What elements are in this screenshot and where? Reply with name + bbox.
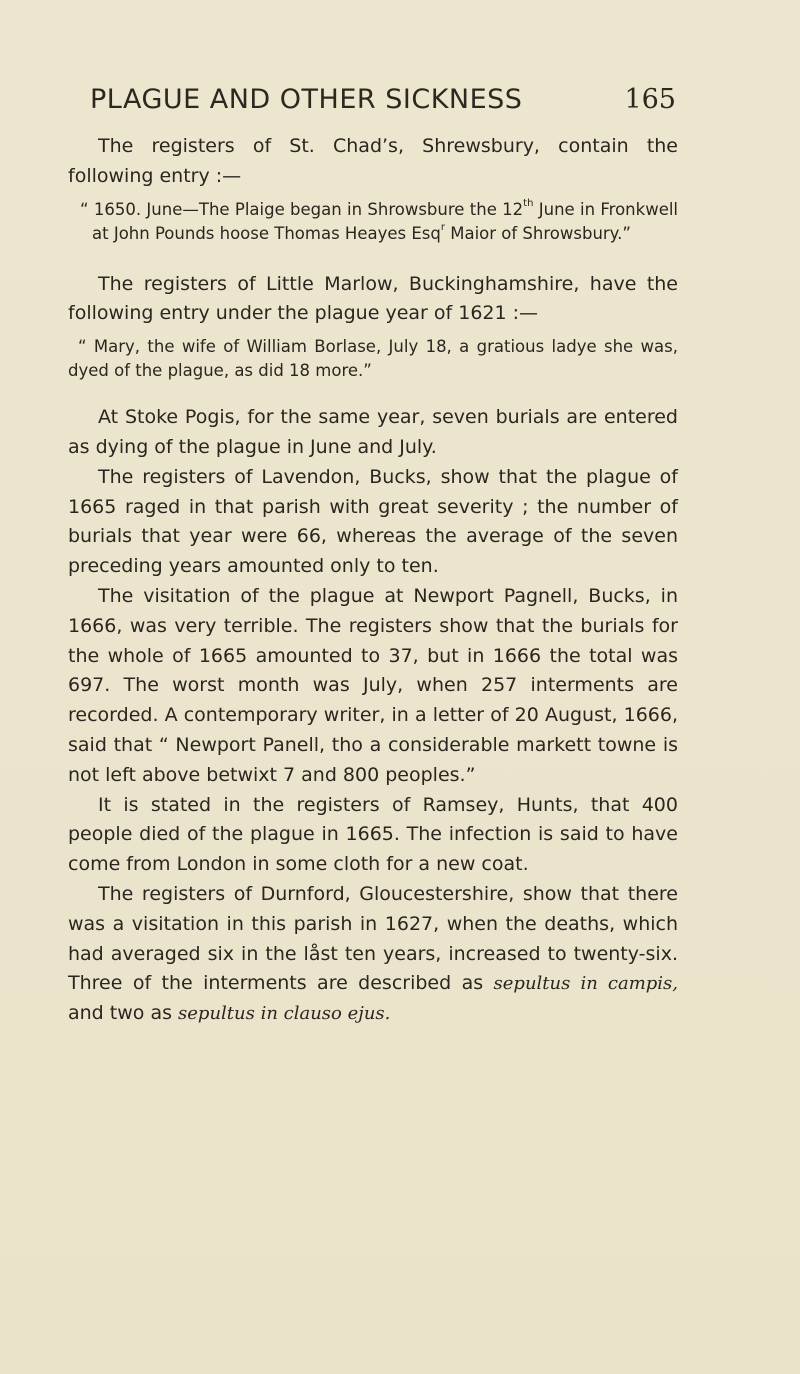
superscript-r: r bbox=[440, 222, 445, 234]
durnford-text-b: and two as bbox=[68, 1002, 179, 1025]
superscript-th: th bbox=[523, 198, 534, 210]
quote-borlase-entry: “ Mary, the wife of William Borlase, July 18, a gratious ladye she was, dyed of the plague, as did 18 more.” bbox=[68, 337, 678, 381]
quote-shrewsbury-entry bbox=[68, 198, 678, 246]
paragraph-st-chads: The registers of St. Chad’s, Shrewsbury, contain the following entry :— bbox=[68, 135, 678, 187]
durnford-text-a: The registers of Durnford, Gloucestershire, show that there was a visitation in this parish in 1627, when the deaths, which had averaged six in the låst ten years, increased to twenty-six. Three of the interments are described as bbox=[68, 882, 678, 995]
paragraph-little-marlow: The registers of Little Marlow, Buckinghamshire, have the following entry under the plague year of 1621 :— bbox=[68, 272, 678, 325]
paragraph-newport-pagnell: The visitation of the plague at Newport Pagnell, Bucks, in 1666, was very terrible. The registers show that the burials for the whole of 1665 amounted to 37, but in 1666 the total was 697. The worst month was July, when 257 interments are recorded. A contemporary writer, in a letter of 20 August, 1666, said that “ Newport Panell, tho a considerable markett towne is not left above betwixt 7 and 800 peoples.” bbox=[68, 584, 678, 786]
paragraph-durnford bbox=[68, 880, 678, 1029]
running-title: PLAGUE AND OTHER SICKNESS bbox=[90, 84, 523, 115]
paragraph-lavendon: The registers of Lavendon, Bucks, show that the plague of 1665 raged in that parish with great severity ; the number of burials that year were 66, whereas the average of the seven preceding years amounted only to ten. bbox=[68, 465, 678, 578]
paragraph-stoke-pogis: At Stoke Pogis, for the same year, seven burials are entered as dying of the plague in June and July. bbox=[68, 406, 678, 458]
paragraph-ramsey: It is stated in the registers of Ramsey, Hunts, that 400 people died of the plague in 1665. The infection is said to have come from London in some cloth for a new coat. bbox=[68, 793, 678, 876]
body-text bbox=[68, 132, 678, 1029]
page-header bbox=[90, 84, 690, 120]
page-number: 165 bbox=[624, 84, 676, 115]
quote-shrewsbury-text-a: “ 1650. June—The Plaige began in Shrowsbure the 12 bbox=[80, 199, 524, 219]
quote-shrewsbury-text-b: June in Fronkwell at John Pounds hoose Thomas Heayes Esq bbox=[92, 199, 679, 243]
latin-phrase-in-clauso: sepultus in clauso ejus. bbox=[178, 1003, 391, 1025]
quote-shrewsbury-text-c: Maior of Shrowsbury.” bbox=[444, 223, 631, 243]
latin-phrase-in-campis: sepultus in campis, bbox=[493, 973, 678, 995]
